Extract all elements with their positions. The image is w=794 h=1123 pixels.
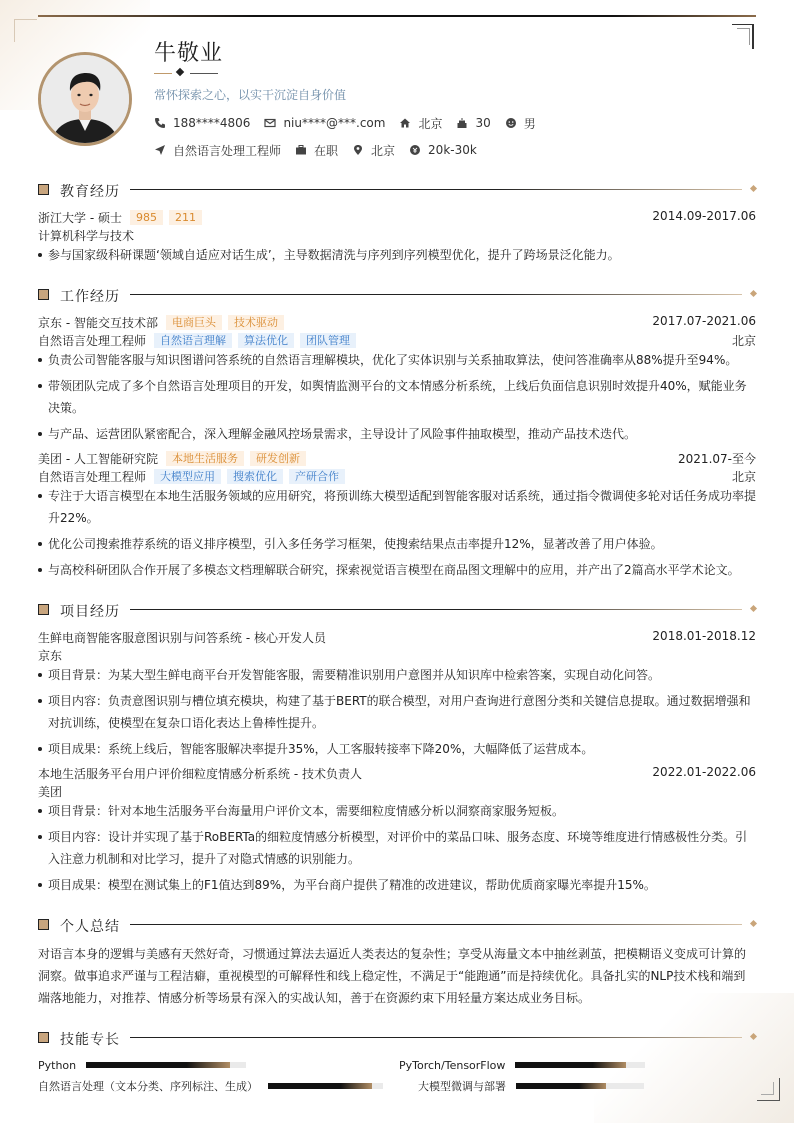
skill-name: 大模型微调与部署 bbox=[418, 1080, 506, 1093]
phone-icon bbox=[154, 117, 166, 129]
job-item bbox=[154, 142, 281, 159]
section-title: 个人总结 bbox=[60, 919, 120, 935]
location-pin-icon bbox=[352, 144, 364, 156]
section-marker bbox=[38, 604, 49, 615]
tag: 211 bbox=[169, 210, 202, 225]
tag: 本地生活服务 bbox=[166, 451, 244, 466]
tag: 电商巨头 bbox=[166, 315, 222, 330]
city-item bbox=[399, 115, 442, 132]
tag: 985 bbox=[130, 210, 163, 225]
list-item: 项目内容：负责意图识别与槽位填充模块，构建了基于BERT的联合模型，对用户查询进行意图分类和关键信息提取。通过数据增强和对抗训练，使模型在复杂口语化表达上鲁棒性提升。 bbox=[38, 690, 756, 734]
section-projects bbox=[38, 601, 756, 619]
summary-text: 对语言本身的逻辑与美感有天然好奇，习惯通过算法去逼近人类表达的复杂性；享受从海量文本中抽丝剥茧，把模糊语义变成可计算的洞察。做事追求严谨与工程洁癖，重视模型的可解释性和线上稳定性，不满足于“能跑通”而是持续优化。具备扎实的NLP技术栈和端到端落地能力，对推荐、情感分析等场景有深入的实战认知，善于在资源约束下用轻量方案达成业务目标。 bbox=[38, 947, 747, 1005]
job-title: 自然语言处理工程师 bbox=[38, 470, 147, 484]
briefcase-icon bbox=[295, 144, 307, 156]
work-company bbox=[38, 314, 756, 331]
list-item: 项目内容：设计并实现了基于RoBERTa的细粒度情感分析模型，对评价中的菜品口味、服务态度、环境等维度进行情感极性分类。引入注意力机制和对比学习，提升了对隐式情感的识别能力。 bbox=[38, 826, 756, 870]
tag: 技术驱动 bbox=[228, 315, 284, 330]
date: 2021.07-至今 bbox=[678, 452, 756, 466]
school: 浙江大学 - 硕士 bbox=[38, 211, 122, 225]
work-company bbox=[38, 450, 756, 467]
motto: 常怀探索之心，以实干沉淀自身价值 bbox=[154, 88, 347, 102]
section-marker bbox=[38, 919, 49, 930]
salary-item bbox=[409, 143, 477, 157]
list-item: 项目成果：系统上线后，智能客服解决率提升35%，人工客服转接率下降20%，大幅降低了运营成本。 bbox=[38, 738, 756, 760]
section-education bbox=[38, 181, 756, 199]
face-icon bbox=[505, 117, 517, 129]
city-text: 北京 bbox=[418, 116, 443, 131]
date: 2017.07-2021.06 bbox=[652, 314, 756, 328]
phone-text: 188****4806 bbox=[173, 116, 251, 130]
list-item: 与高校科研团队合作开展了多模态文档理解联合研究，探索视觉语言模型在商品图文理解中的应用，并产出了2篇高水平学术论文。 bbox=[38, 559, 756, 581]
location: 北京 bbox=[731, 334, 756, 348]
section-title: 项目经历 bbox=[60, 604, 120, 620]
project-header bbox=[38, 629, 756, 646]
corner-frame bbox=[14, 19, 37, 42]
skill-bar bbox=[516, 1083, 644, 1089]
project-org: 京东 bbox=[38, 649, 63, 663]
skill-name: 自然语言处理（文本分类、序列标注、生成） bbox=[38, 1080, 258, 1093]
contact-row bbox=[154, 114, 550, 132]
money-icon bbox=[409, 144, 421, 156]
gender-text: 男 bbox=[523, 116, 536, 131]
list-item: 优化公司搜索推荐系统的语义排序模型，引入多任务学习框架，使搜索结果点击率提升12%，显著改善了用户体验。 bbox=[38, 533, 756, 555]
email-item bbox=[264, 116, 385, 130]
location: 北京 bbox=[731, 470, 756, 484]
name-divider bbox=[154, 66, 218, 80]
gender-item bbox=[505, 115, 536, 132]
project-name: 本地生活服务平台用户评价细粒度情感分析系统 - 技术负责人 bbox=[38, 767, 362, 781]
skill-name: Python bbox=[38, 1058, 77, 1072]
work-title bbox=[38, 332, 756, 349]
skill-item bbox=[418, 1079, 644, 1093]
status-item bbox=[295, 142, 338, 159]
skill-item bbox=[38, 1058, 246, 1072]
tag: 自然语言理解 bbox=[154, 333, 232, 348]
list-item: 专注于大语言模型在本地生活服务领域的应用研究，将预训练大模型适配到智能客服对话系统，通过指令微调使多轮对话任务成功率提升22%。 bbox=[38, 485, 756, 529]
corner-frame bbox=[761, 1082, 774, 1095]
job-text: 自然语言处理工程师 bbox=[173, 143, 282, 158]
tag: 算法优化 bbox=[238, 333, 294, 348]
education-header bbox=[38, 209, 756, 226]
section-marker bbox=[38, 1032, 49, 1043]
send-icon bbox=[154, 144, 166, 156]
tag: 搜索优化 bbox=[227, 469, 283, 484]
portrait-image bbox=[41, 55, 129, 143]
skill-bar bbox=[86, 1062, 246, 1068]
email-text: niu****@***.com bbox=[283, 116, 386, 130]
section-title: 技能专长 bbox=[60, 1032, 120, 1048]
tag: 团队管理 bbox=[300, 333, 356, 348]
job-title: 自然语言处理工程师 bbox=[38, 334, 147, 348]
major: 计算机科学与技术 bbox=[38, 229, 135, 243]
list-item: 带领团队完成了多个自然语言处理项目的开发，如舆情监测平台的文本情感分析系统，上线后负面信息识别时效提升40%，赋能业务决策。 bbox=[38, 375, 756, 419]
home-icon bbox=[399, 117, 411, 129]
section-work bbox=[38, 286, 756, 304]
list-item: 项目背景：为某大型生鲜电商平台开发智能客服，需要精准识别用户意图并从知识库中检索答案，实现自动化问答。 bbox=[38, 664, 756, 686]
project-name: 生鲜电商智能客服意图识别与问答系统 - 核心开发人员 bbox=[38, 631, 326, 645]
list-item: 项目背景：针对本地生活服务平台海量用户评价文本，需要细粒度情感分析以洞察商家服务短板。 bbox=[38, 800, 756, 822]
date: 2022.01-2022.06 bbox=[652, 765, 756, 779]
list-item: 项目成果：模型在测试集上的F1值达到89%，为平台商户提供了精准的改进建议，帮助优质商家曝光率提升15%。 bbox=[38, 874, 756, 896]
tag: 大模型应用 bbox=[154, 469, 221, 484]
salary-text: 20k-30k bbox=[428, 143, 477, 157]
list-item: 与产品、运营团队紧密配合，深入理解金融风控场景需求，主导设计了风险事件抽取模型，推动产品技术迭代。 bbox=[38, 423, 756, 445]
age-text: 30 bbox=[475, 116, 491, 130]
section-skills bbox=[38, 1029, 756, 1047]
company: 美团 - 人工智能研究院 bbox=[38, 452, 158, 466]
target-city-item bbox=[352, 142, 395, 159]
section-marker bbox=[38, 289, 49, 300]
project-org: 美团 bbox=[38, 785, 63, 799]
project-header bbox=[38, 765, 756, 782]
section-title: 工作经历 bbox=[60, 289, 120, 305]
skill-item bbox=[38, 1079, 383, 1093]
skill-name: PyTorch/TensorFlow bbox=[399, 1058, 506, 1072]
avatar bbox=[38, 52, 132, 146]
list-item: 参与国家级科研课题‘领域自适应对话生成’，主导数据清洗与序列到序列模型优化，提升了跨场景泛化能力。 bbox=[38, 244, 756, 266]
email-icon bbox=[264, 117, 276, 129]
top-rule bbox=[38, 15, 756, 17]
target-city-text: 北京 bbox=[371, 143, 396, 158]
list-item: 负责公司智能客服与知识图谱问答系统的自然语言理解模块，优化了实体识别与关系抽取算法，使问答准确率从88%提升至94%。 bbox=[38, 349, 756, 371]
candidate-name: 牛敬业 bbox=[154, 41, 224, 66]
tag: 产研合作 bbox=[289, 469, 345, 484]
skill-bar bbox=[268, 1083, 383, 1089]
company: 京东 - 智能交互技术部 bbox=[38, 316, 158, 330]
work-title bbox=[38, 468, 756, 485]
tag: 研发创新 bbox=[250, 451, 306, 466]
skill-item bbox=[399, 1058, 645, 1072]
corner-frame bbox=[737, 28, 750, 45]
job-row bbox=[154, 141, 491, 159]
section-summary bbox=[38, 916, 756, 934]
phone-item bbox=[154, 116, 250, 130]
section-title: 教育经历 bbox=[60, 184, 120, 200]
section-marker bbox=[38, 184, 49, 195]
date: 2014.09-2017.06 bbox=[652, 209, 756, 223]
skill-bar bbox=[515, 1062, 645, 1068]
cake-icon bbox=[456, 117, 468, 129]
age-item bbox=[456, 116, 490, 130]
date: 2018.01-2018.12 bbox=[652, 629, 756, 643]
status-text: 在职 bbox=[314, 143, 339, 158]
